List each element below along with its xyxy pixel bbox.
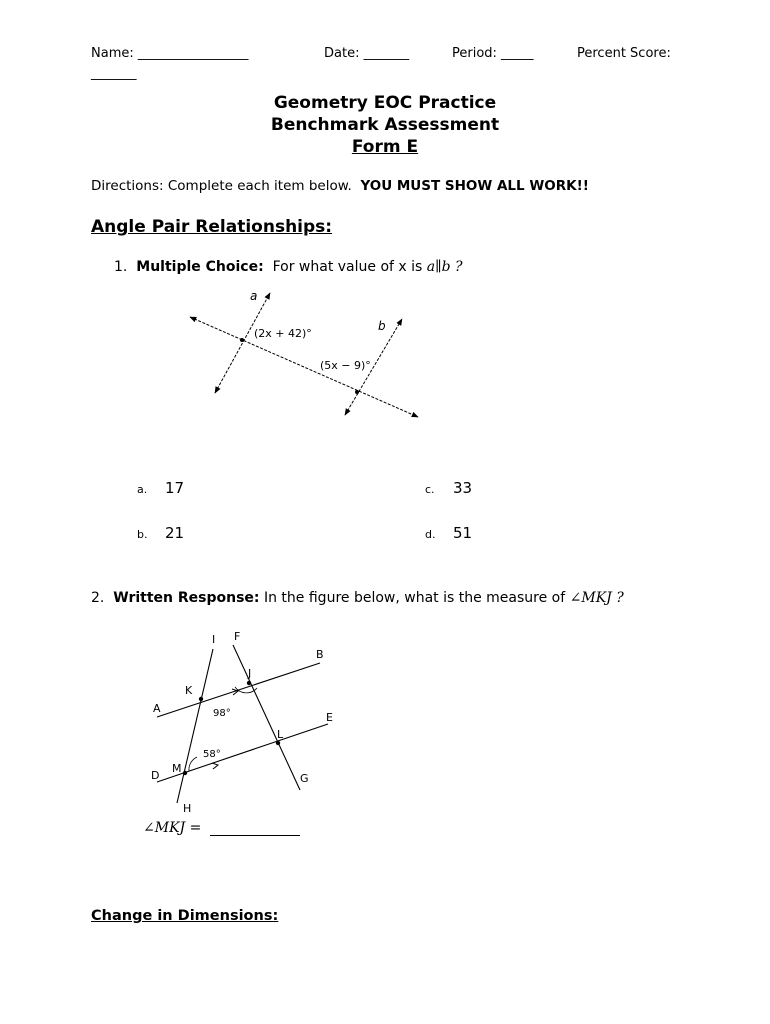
label-b: B	[316, 648, 324, 661]
label-f: F	[234, 630, 241, 643]
section-angle-pairs: Angle Pair Relationships:	[91, 217, 333, 237]
question-1-figure	[180, 285, 440, 420]
label-a: a	[250, 289, 258, 303]
parallel-mark	[212, 763, 218, 769]
choice-b-value: 21	[165, 524, 185, 542]
line-ab	[157, 663, 320, 717]
percent-score-label: Percent Score:	[577, 46, 671, 61]
point-j	[247, 681, 251, 685]
label-l: L	[277, 728, 284, 741]
angle-label-98: 98°	[213, 708, 231, 719]
title-line-1: Geometry EOC Practice	[273, 93, 497, 113]
transversal-fg	[233, 645, 300, 790]
question-1	[114, 259, 463, 275]
question-2-math: ∠MKJ ?	[569, 590, 624, 606]
title-line-2: Benchmark Assessment	[270, 115, 500, 135]
date-field[interactable]: Date: _______	[324, 46, 410, 61]
label-j: J	[248, 667, 252, 680]
question-2	[91, 590, 624, 606]
percent-score-field[interactable]: _______	[91, 66, 137, 81]
directions	[91, 178, 589, 194]
question-1-math: a∥b ?	[426, 259, 463, 275]
choice-b-letter: b.	[137, 528, 148, 541]
answer-line	[143, 820, 300, 836]
angle-label-2: (5x − 9)°	[320, 359, 371, 372]
choice-d[interactable]	[425, 524, 505, 546]
line-a	[215, 293, 270, 393]
choice-c-letter: c.	[425, 483, 435, 496]
point-k	[199, 697, 203, 701]
angle-label-1: (2x + 42)°	[254, 327, 312, 340]
choice-c-value: 33	[453, 479, 473, 497]
question-1-number: 1.	[114, 259, 128, 275]
label-i: I	[212, 633, 216, 646]
question-2-number: 2.	[91, 590, 105, 606]
question-2-prompt: In the figure below, what is the measure of	[263, 590, 566, 606]
question-1-type: Multiple Choice:	[136, 259, 264, 275]
choice-d-value: 51	[453, 524, 473, 542]
label-m: M	[172, 762, 182, 775]
label-d: D	[151, 769, 160, 782]
label-a: A	[153, 702, 161, 715]
choice-d-letter: d.	[425, 528, 436, 541]
choice-c[interactable]	[425, 479, 505, 501]
label-k: K	[185, 684, 193, 697]
directions-emphasis: YOU MUST SHOW ALL WORK!!	[360, 178, 589, 194]
answer-label: ∠MKJ =	[143, 820, 202, 836]
choice-a-value: 17	[165, 479, 185, 497]
title-form: Form E	[351, 137, 419, 157]
answer-blank[interactable]	[210, 821, 300, 836]
section-change-dimensions: Change in Dimensions:	[91, 908, 279, 924]
angle-label-58: 58°	[203, 749, 221, 760]
choice-a-letter: a.	[137, 483, 148, 496]
choice-a[interactable]	[137, 479, 217, 501]
label-b: b	[378, 319, 386, 333]
intersection-point	[355, 390, 359, 394]
header-fields	[91, 46, 671, 61]
choice-b[interactable]	[137, 524, 217, 546]
point-l	[276, 741, 280, 745]
name-field[interactable]: Name: _________________	[91, 46, 249, 61]
transversal-ih	[177, 649, 213, 803]
question-2-type: Written Response:	[113, 590, 260, 606]
intersection-point	[240, 338, 244, 342]
point-m	[183, 771, 187, 775]
label-g: G	[300, 772, 309, 785]
label-h: H	[183, 802, 192, 815]
question-1-prompt: For what value of x is	[272, 259, 423, 275]
directions-text: Directions: Complete each item below.	[91, 178, 352, 194]
label-e: E	[326, 711, 333, 724]
question-2-figure	[145, 625, 355, 820]
period-field[interactable]: Period: _____	[452, 46, 534, 61]
